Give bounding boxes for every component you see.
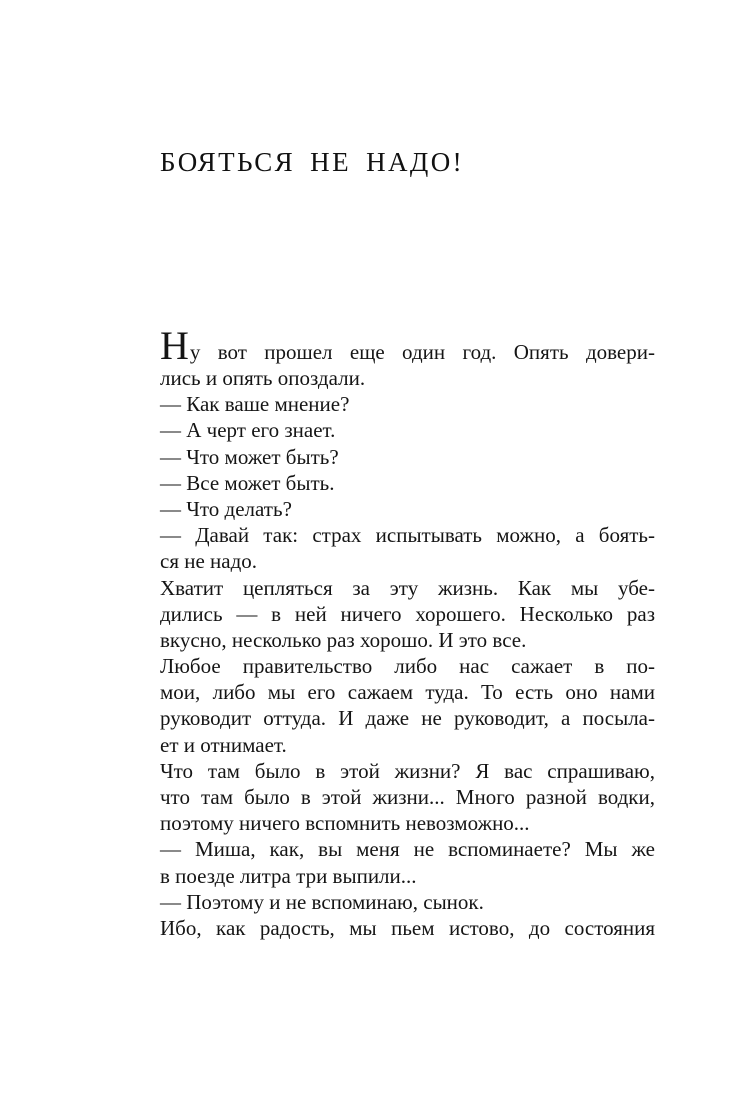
text-line: в поезде литра три выпили...: [160, 863, 417, 888]
text-line: Хватит цепляться за эту жизнь. Как мы убе-: [160, 575, 655, 600]
text-line: что там было в этой жизни... Много разной водки,: [160, 785, 655, 809]
text-line: Ибо, как радость, мы пьем истово, до состояния: [160, 915, 655, 940]
text-line: вкусно, несколько раз хорошо. И это все.: [160, 627, 527, 652]
text-line: мои, либо мы его сажаем туда. То есть оно нами: [160, 680, 655, 705]
dialogue-line: — А черт его знает.: [160, 418, 336, 443]
dialogue-line: — Как ваше мнение?: [160, 392, 350, 417]
chapter-body: [160, 323, 655, 941]
text-line-1: Ну вот прошел еще один год. Опять довери-: [160, 323, 655, 368]
dialogue-line: — Миша, как, вы меня не вспоминаете? Мы же: [160, 837, 655, 862]
text-line: Любое правительство либо нас сажает в по-: [160, 654, 655, 679]
text-line: ся не надо.: [160, 549, 258, 574]
text-line: поэтому ничего вспомнить невозможно...: [160, 811, 530, 836]
text-line: руководит оттуда. И даже не руководит, а посыла-: [160, 706, 655, 731]
dialogue-line: — Поэтому и не вспоминаю, сынок.: [160, 889, 484, 914]
text-line: Что там было в этой жизни? Я вас спрашиваю,: [160, 758, 655, 783]
chapter-title: БОЯТЬСЯ НЕ НАДО!: [160, 147, 465, 177]
dialogue-line: — Что делать?: [160, 496, 292, 521]
dialogue-line: — Давай так: страх испытывать можно, а боять-: [160, 523, 655, 548]
text-line: ет и отнимает.: [160, 732, 287, 757]
text-line-2: лись и опять опоздали.: [160, 366, 366, 390]
text-line: дились — в ней ничего хорошего. Несколько раз: [160, 601, 655, 626]
drop-cap: Н: [160, 323, 189, 368]
dialogue-line: — Все может быть.: [160, 470, 335, 495]
dialogue-line: — Что может быть?: [160, 444, 339, 469]
